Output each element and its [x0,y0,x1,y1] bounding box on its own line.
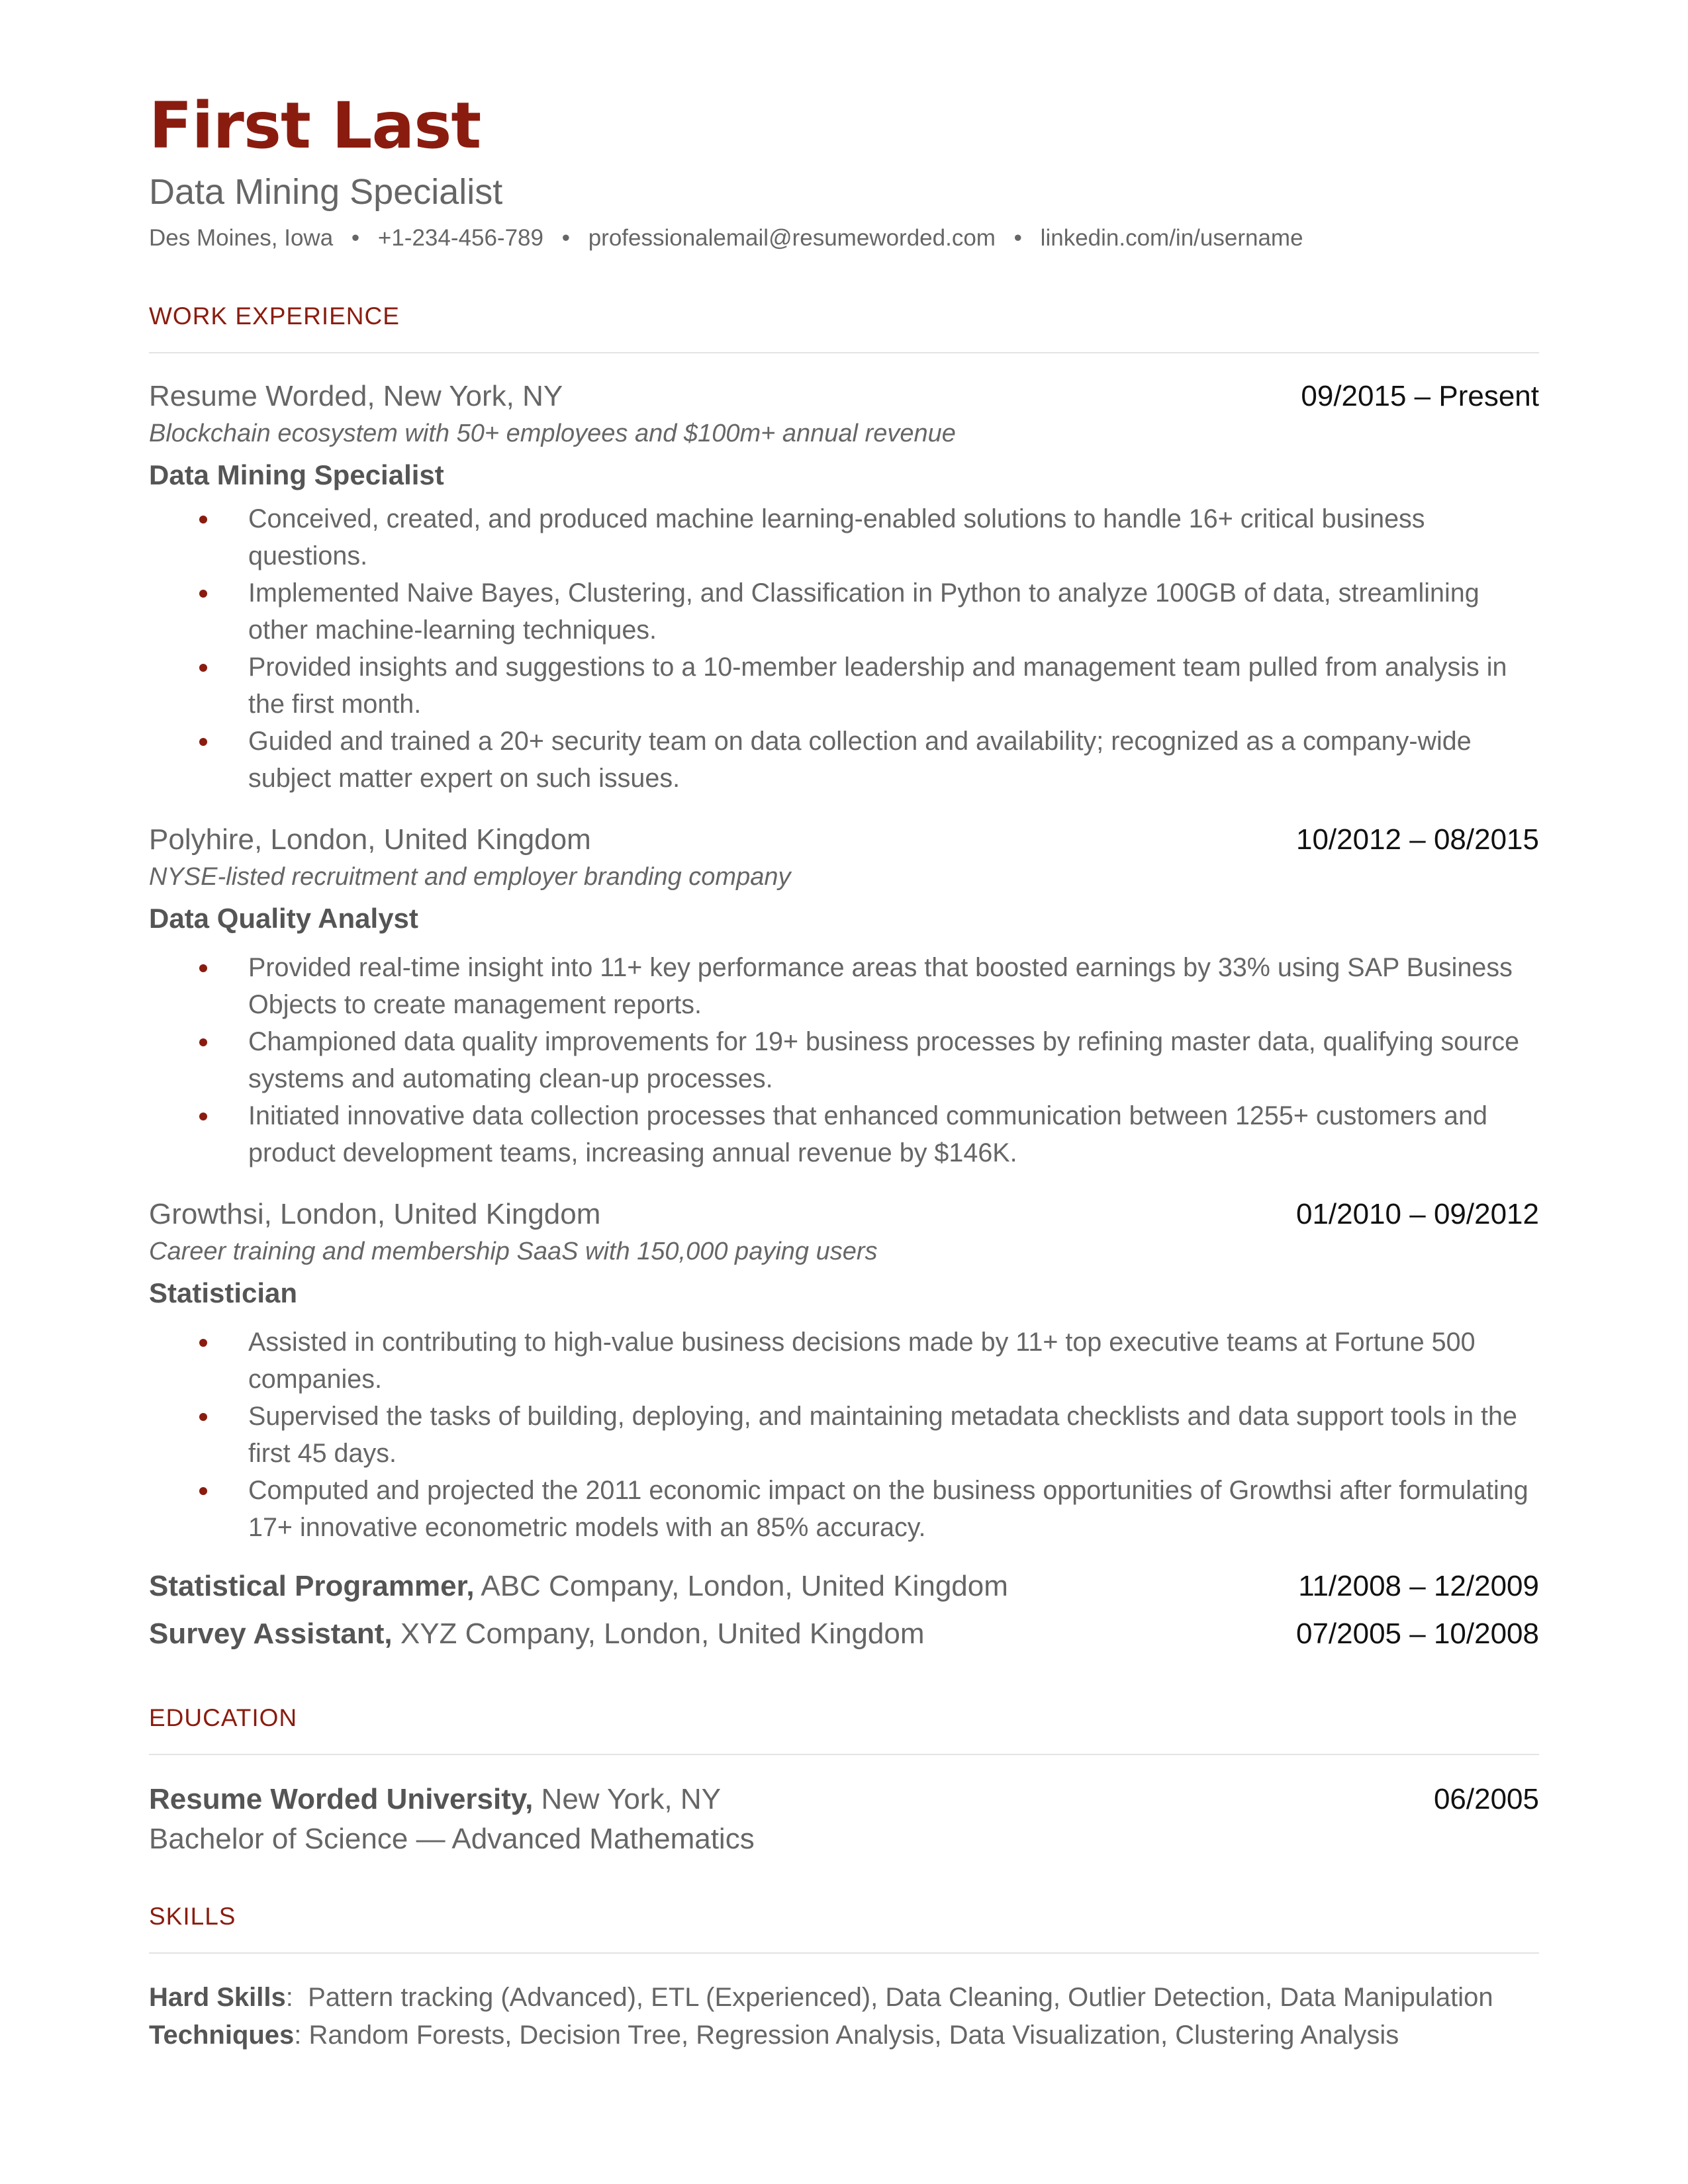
education-school: Resume Worded University, [149,1783,534,1815]
skill-values: Random Forests, Decision Tree, Regression Analysis, Data Visualization, Clustering Analysis [308,2021,1399,2050]
contact-line [149,222,1539,254]
bullet-dot-icon [199,1413,207,1421]
bullet-dot-icon [199,1038,207,1046]
education-degree: Bachelor of Science — Advanced Mathematics [149,1823,755,1855]
earlier-position-row [149,1614,1539,1661]
skill-values: Pattern tracking (Advanced), ETL (Experienced), Data Cleaning, Outlier Detection, Data Manipulation [308,1983,1493,2012]
job-role: Data Mining Specialist [149,459,444,490]
job-role: Statistician [149,1277,298,1308]
resume-content [149,86,1539,2054]
section-heading-education: EDUCATION [149,1702,1539,1755]
education-date: 06/2005 [1433,1783,1539,1815]
bullet-dot-icon [199,964,207,972]
education-entry [149,1780,1539,1860]
contact-separator: • [561,225,570,251]
bullet-text: Computed and projected the 2011 economic impact on the business opportunities of Growthsi after formulating 17+ innovative econometric models with an 85% accuracy. [248,1476,1528,1542]
job-company: Growthsi, London, United Kingdom [149,1198,601,1230]
section-heading-work-experience: WORK EXPERIENCE [149,300,1539,353]
earlier-position-text [149,1614,925,1661]
skill-row [149,1979,1539,2017]
bullet-text: Championed data quality improvements for 19+ business processes by refining master data, qualifying source systems and automating clean-up processes. [248,1027,1520,1093]
candidate-title: Data Mining Specialist [149,172,503,212]
bullet-dot-icon [199,1487,207,1495]
earlier-position-row [149,1566,1539,1614]
contact-separator: • [1013,225,1022,251]
bullet-dot-icon [199,1113,207,1120]
skill-separator: : [285,1983,308,2012]
job-header [149,377,1539,416]
bullet-text: Supervised the tasks of building, deploying, and maintaining metadata checklists and data support tools in the first 45 days. [248,1402,1517,1468]
candidate-name: First Last [149,89,481,163]
bullet-text: Conceived, created, and produced machine learning-enabled solutions to handle 16+ critical business questions. [248,504,1425,570]
earlier-positions [149,1566,1539,1661]
job-entry [149,1195,1539,1546]
job-company: Resume Worded, New York, NY [149,380,563,412]
job-dates: 10/2012 – 08/2015 [1295,823,1539,856]
bullet-item [149,1472,1539,1546]
bullet-dot-icon [199,516,207,523]
job-bullets [149,949,1539,1171]
job-description: Career training and membership SaaS with 150,000 paying users [149,1238,878,1265]
bullet-item [149,1398,1539,1472]
bullet-item [149,1023,1539,1097]
skill-category: Hard Skills [149,1983,286,2012]
job-company: Polyhire, London, United Kingdom [149,823,591,856]
bullet-item [149,1097,1539,1171]
bullet-item [149,500,1539,574]
bullet-text: Provided real-time insight into 11+ key performance areas that boosted earnings by 33% using SAP Business Objects to create management reports. [248,953,1513,1019]
earlier-position-role: Survey Assistant, [149,1617,393,1650]
bullet-item [149,574,1539,649]
skill-row [149,2017,1539,2054]
contact-email[interactable]: professionalemail@resumeworded.com [588,225,996,251]
bullet-text: Guided and trained a 20+ security team on data collection and availability; recognized as a company-wide subject matter expert on such issues. [248,727,1472,793]
job-header [149,821,1539,859]
job-description: NYSE-listed recruitment and employer branding company [149,863,791,891]
earlier-position-text [149,1566,1008,1614]
job-header [149,1195,1539,1234]
earlier-position-company: XYZ Company, London, United Kingdom [392,1617,925,1650]
bullet-text: Initiated innovative data collection processes that enhanced communication between 1255+ customers and product development teams, increasing annual revenue by $146K. [248,1101,1487,1167]
job-description: Blockchain ecosystem with 50+ employees and $100m+ annual revenue [149,420,956,447]
bullet-text: Provided insights and suggestions to a 10-member leadership and management team pulled from analysis in the first month. [248,653,1507,719]
earlier-position-dates: 07/2005 – 10/2008 [1295,1617,1539,1650]
bullet-text: Assisted in contributing to high-value business decisions made by 11+ top executive teams at Fortune 500 companies. [248,1328,1476,1394]
skills-list [149,1979,1539,2054]
bullet-item [149,1324,1539,1398]
job-role: Data Quality Analyst [149,903,418,934]
education-location: New York, NY [533,1783,722,1815]
job-dates: 01/2010 – 09/2012 [1295,1198,1539,1230]
education-header [149,1780,1539,1819]
skill-category: Techniques [149,2021,295,2050]
earlier-position-company: ABC Company, London, United Kingdom [474,1570,1008,1602]
contact-phone: +1-234-456-789 [377,225,543,251]
bullet-item [149,949,1539,1023]
contact-location: Des Moines, Iowa [149,225,334,251]
contact-separator: • [351,225,360,251]
bullet-dot-icon [199,1339,207,1347]
bullet-item [149,649,1539,723]
job-dates: 09/2015 – Present [1301,380,1539,412]
skill-separator: : [294,2021,309,2050]
bullet-text: Implemented Naive Bayes, Clustering, and Classification in Python to analyze 100GB of data, streamlining other machine-learning techniques. [248,578,1479,645]
bullet-dot-icon [199,738,207,746]
earlier-position-dates: 11/2008 – 12/2009 [1298,1570,1539,1602]
job-bullets [149,500,1539,797]
bullet-dot-icon [199,664,207,672]
education-school-line [149,1783,721,1816]
job-entry [149,821,1539,1171]
contact-linkedin[interactable]: linkedin.com/in/username [1040,225,1303,251]
bullet-dot-icon [199,590,207,598]
job-bullets [149,1324,1539,1546]
bullet-item [149,723,1539,797]
job-entry [149,377,1539,797]
earlier-position-role: Statistical Programmer, [149,1570,475,1602]
section-heading-skills: SKILLS [149,1901,1539,1954]
